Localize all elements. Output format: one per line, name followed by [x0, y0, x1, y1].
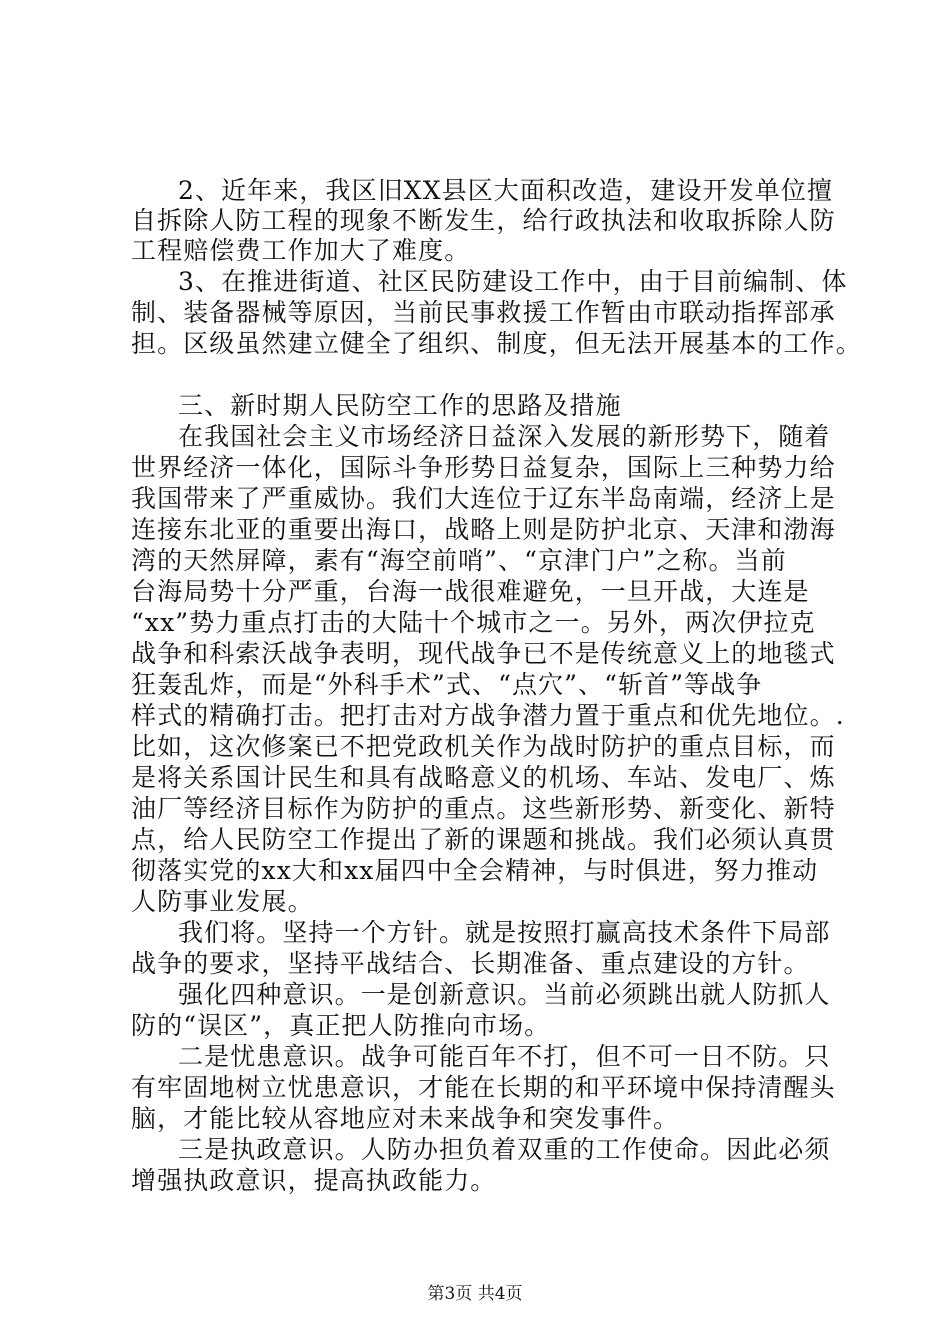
paragraph-line: 2、近年来，我区旧XX县区大面积改造，建设开发单位擅 — [178, 176, 834, 205]
paragraph-line: 连接东北亚的重要出海口，战略上则是防护北京、天津和渤海 — [131, 515, 836, 544]
paragraph-line: 我国带来了严重威协。我们大连位于辽东半岛南端，经济上是 — [131, 484, 836, 513]
page-number-footer: 第3页 共4页 — [427, 1284, 523, 1304]
paragraph-line: 台海局势十分严重，台海一战很难避免，一旦开战，大连是 — [131, 577, 810, 606]
paragraph-line: “xx”势力重点打击的大陆十个城市之一。另外，两次伊拉克 — [131, 608, 816, 637]
paragraph-line: 担。区级虽然建立健全了组织、制度，但无法开展基本的工作。 — [131, 329, 862, 358]
paragraph-line: 油厂等经济目标作为防护的重点。这些新形势、新变化、新特 — [131, 794, 836, 823]
paragraph-line: 世界经济一体化，国际斗争形势日益复杂，国际上三种势力给 — [131, 453, 836, 482]
paragraph-line: 强化四种意识。一是创新意识。当前必须跳出就人防抓人 — [178, 980, 831, 1009]
paragraph-line: 三是执政意识。人防办担负着双重的工作使命。因此必须 — [178, 1135, 831, 1164]
paragraph-line: 战争和科索沃战争表明，现代战争已不是传统意义上的地毯式 — [131, 639, 836, 668]
paragraph-line: 在我国社会主义市场经济日益深入发展的新形势下，随着 — [178, 422, 831, 451]
paragraph-line: 湾的天然屏障，素有“海空前哨”、“京津门户”之称。当前 — [131, 546, 787, 575]
paragraph-line: 是将关系国计民生和具有战略意义的机场、车站、发电厂、炼 — [131, 763, 836, 792]
paragraph-line: 狂轰乱炸，而是“外科手术”式、“点穴”、“斩首”等战争 — [131, 670, 763, 699]
paragraph-line: 点，给人民防空工作提出了新的课题和挑战。我们必须认真贯 — [131, 825, 836, 854]
paragraph-line: 战争的要求，坚持平战结合、长期准备、重点建设的方针。 — [131, 949, 810, 978]
paragraph-line: 人防事业发展。 — [131, 887, 314, 916]
paragraph-line: 脑，才能比较从容地应对未来战争和突发事件。 — [131, 1104, 680, 1133]
section-heading: 三、新时期人民防空工作的思路及措施 — [178, 391, 622, 420]
paragraph-line: 比如，这次修案已不把党政机关作为战时防护的重点目标，而 — [131, 732, 836, 761]
paragraph-line: 有牢固地树立忧患意识，才能在长期的和平环境中保持清醒头 — [131, 1073, 836, 1102]
paragraph-line: 工程赔偿费工作加大了难度。 — [131, 236, 471, 265]
paragraph-line: 防的“误区”，真正把人防推向市场。 — [131, 1011, 551, 1040]
paragraph-line: 自拆除人防工程的现象不断发生，给行政执法和收取拆除人防 — [131, 206, 836, 235]
paragraph-line: 3、在推进街道、社区民防建设工作中，由于目前编制、体 — [178, 267, 848, 296]
paragraph-line: 制、装备器械等原因，当前民事救援工作暂由市联动指挥部承 — [131, 298, 836, 327]
paragraph-line: 彻落实党的xx大和xx届四中全会精神，与时俱进，努力推动 — [131, 856, 819, 885]
paragraph-line: 增强执政意识，提高执政能力。 — [131, 1166, 497, 1195]
paragraph-line: 二是忧患意识。战争可能百年不打，但不可一日不防。只 — [178, 1042, 831, 1071]
paragraph-line: 我们将。坚持一个方针。就是按照打赢高技术条件下局部 — [178, 918, 831, 947]
paragraph-line: 样式的精确打击。把打击对方战争潜力置于重点和优先地位。. — [131, 701, 845, 730]
